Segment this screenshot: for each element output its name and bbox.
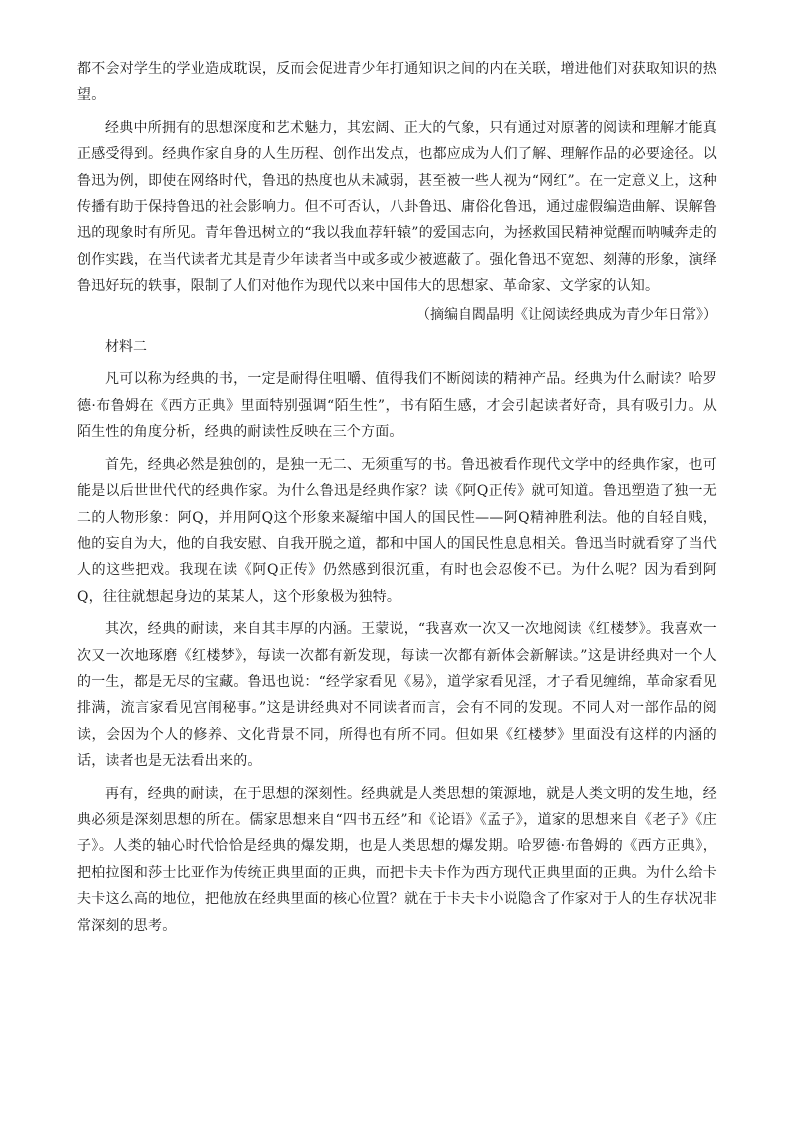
paragraph-originality: 首先，经典必然是独创的，是独一无二、无须重写的书。鲁迅被看作现代文学中的经典作家，也可能是以后世世代代的经典作家。为什么鲁迅是经典作家？读《阿Q正传》就可知道。鲁迅塑造了独一无二的人物形象：阿Q，并用阿Q这个形象来凝缩中国人的国民性——阿Q精神胜利法。他的自轻自贱，他的妄自为大，他的自我安慰、自我开脱之道，都和中国人的国民性息息相关。鲁迅当时就看穿了当代人的这些把戏。我现在读《阿Q正传》仍然感到很沉重，有时也会忍俊不已。为什么呢？因为看到阿Q，往往就想起身边的某某人，这个形象极为独特。 bbox=[77, 456, 717, 605]
source-citation: （摘编自閻晶明《让阅读经典成为青少年日常》） bbox=[416, 306, 717, 323]
paragraph-continuation: 都不会对学生的学业造成耽误，反而会促进青少年打通知识之间的内在关联，增进他们对获取知识的热望。 bbox=[77, 61, 717, 104]
section-heading-material-two: 材料二 bbox=[105, 339, 147, 356]
paragraph-classics-depth: 经典中所拥有的思想深度和艺术魅力，其宏阔、正大的气象，只有通过对原著的阅读和理解才能真正感受得到。经典作家自身的人生历程、创作出发点，也都应成为人们了解、理解作品的必要途径。以鲁迅为例，即使在网络时代，鲁迅的热度也从未减弱，甚至被一些人视为“网红”。在一定意义上，这种传播有助于保持鲁迅的社会影响力。但不可否认，八卦鲁迅、庸俗化鲁迅，通过虚假编造曲解、误解鲁迅的现象时有所见。青年鲁迅树立的“我以我血荐轩辕”的爱国志向，为拯救国民精神觉醒而呐喊奔走的创作实践，在当代读者尤其是青少年读者当中或多或少被遮蔽了。强化鲁迅不宽恕、刻薄的形象，演绎鲁迅好玩的轶事，限制了人们对他作为现代以来中国伟大的思想家、革命家、文学家的认知。 bbox=[77, 119, 717, 295]
paragraph-intro-strangeness: 凡可以称为经典的书，一定是耐得住咀嚼、值得我们不断阅读的精神产品。经典为什么耐读？哈罗德·布鲁姆在《西方正典》里面特别强调“陌生性”，书有陌生感，才会引起读者好奇，具有吸引力。从陌生性的角度分析，经典的耐读性反映在三个方面。 bbox=[77, 371, 717, 441]
document-page bbox=[77, 56, 717, 939]
paragraph-depth-of-thought: 再有，经典的耐读，在于思想的深刻性。经典就是人类思想的策源地，就是人类文明的发生地，经典必须是深刻思想的所在。儒家思想来自“四书五经”和《论语》《孟子》，道家的思想来自《老子》《庄子》。人类的轴心时代恰恰是经典的爆发期，也是人类思想的爆发期。哈罗德·布鲁姆的《西方正典》，把柏拉图和莎士比亚作为传统正典里面的正典，而把卡夫卡作为西方现代正典里面的正典。为什么给卡夫卡这么高的地位，把他放在经典里面的核心位置？就在于卡夫卡小说隐含了作家对于人的生存状况非常深刻的思考。 bbox=[77, 785, 717, 934]
paragraph-rich-content: 其次，经典的耐读，来自其丰厚的内涵。王蒙说，“我喜欢一次又一次地阅读《红楼梦》。我喜欢一次又一次地琢磨《红楼梦》，每读一次都有新发现，每读一次都有新体会新解读。”这是讲经典对一个人的一生，都是无尽的宝藏。鲁迅也说：“经学家看见《易》，道学家看见淫，才子看见缠绵，革命家看见排满，流言家看见宫闱秘事。”这是讲经典对不同读者而言，会有不同的发现。不同人对一部作品的阅读，会因为个人的修养、文化背景不同，所得也有所不同。但如果《红楼梦》里面没有这样的内涵的话，读者也是无法看出来的。 bbox=[77, 621, 717, 770]
